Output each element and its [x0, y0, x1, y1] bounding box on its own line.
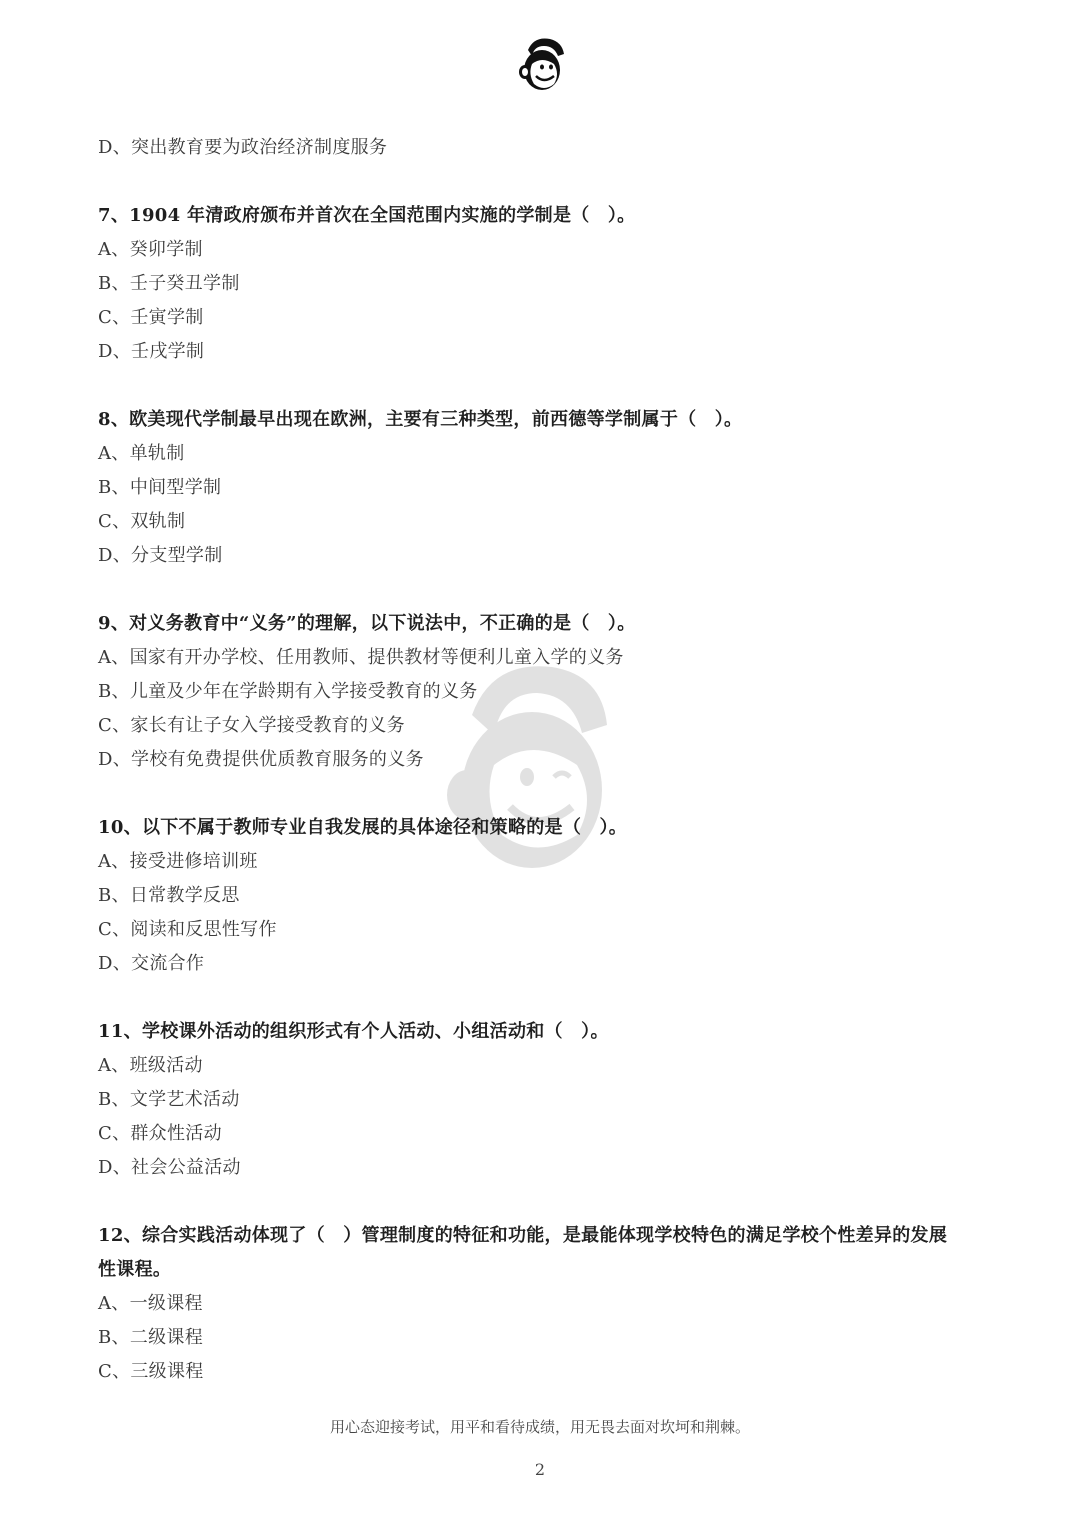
question-8-option-b: B、中间型学制: [98, 477, 222, 498]
question-10-stem: 10、以下不属于教师专业自我发展的具体途径和策略的是（ ）。: [98, 817, 628, 838]
question-11-option-d: D、社会公益活动: [98, 1157, 241, 1178]
question-10-option-a: A、接受进修培训班: [98, 851, 258, 872]
question-10-option-d: D、交流合作: [98, 953, 205, 974]
option-d-previous: D、突出教育要为政治经济制度服务: [98, 137, 388, 158]
question-10-option-c: C、阅读和反思性写作: [98, 919, 277, 940]
question-9-option-d: D、学校有免费提供优质教育服务的义务: [98, 749, 424, 770]
footer-motto: 用心态迎接考试，用平和看待成绩，用无畏去面对坎坷和荆棘。: [329, 1418, 750, 1436]
question-11-option-b: B、文学艺术活动: [98, 1089, 240, 1110]
question-12-option-c: C、三级课程: [98, 1361, 204, 1382]
question-7-stem: 7、1904 年清政府颁布并首次在全国范围内实施的学制是（ ）。: [98, 205, 636, 226]
question-7-option-c: C、壬寅学制: [98, 307, 204, 328]
question-7-option-d: D、壬戌学制: [98, 341, 205, 362]
monkey-logo-icon: [514, 34, 570, 94]
question-9-option-b: B、儿童及少年在学龄期有入学接受教育的义务: [98, 681, 478, 702]
question-8-option-a: A、单轨制: [98, 443, 185, 464]
question-8-stem: 8、欧美现代学制最早出现在欧洲，主要有三种类型，前西德等学制属于（ ）。: [98, 409, 743, 430]
question-9-stem: 9、对义务教育中“义务”的理解，以下说法中，不正确的是（ ）。: [98, 613, 636, 634]
question-10-option-b: B、日常教学反思: [98, 885, 240, 906]
page-number: 2: [534, 1460, 546, 1479]
question-9-option-c: C、家长有让子女入学接受教育的义务: [98, 715, 405, 736]
question-12-stem-continued: 性课程。: [98, 1259, 172, 1280]
question-9-option-a: A、国家有开办学校、任用教师、提供教材等便利儿童入学的义务: [98, 647, 624, 668]
question-7-option-a: A、癸卯学制: [98, 239, 203, 260]
question-11-stem: 11、学校课外活动的组织形式有个人活动、小组活动和（ ）。: [98, 1021, 609, 1042]
question-7-option-b: B、壬子癸丑学制: [98, 273, 240, 294]
question-8-option-c: C、双轨制: [98, 511, 186, 532]
question-8-option-d: D、分支型学制: [98, 545, 223, 566]
question-12-option-a: A、一级课程: [98, 1293, 203, 1314]
question-11-option-a: A、班级活动: [98, 1055, 203, 1076]
question-12-option-b: B、二级课程: [98, 1327, 204, 1348]
question-11-option-c: C、群众性活动: [98, 1123, 222, 1144]
question-12-stem: 12、综合实践活动体现了（ ）管理制度的特征和功能，是最能体现学校特色的满足学校个性差异的发展: [98, 1225, 948, 1246]
